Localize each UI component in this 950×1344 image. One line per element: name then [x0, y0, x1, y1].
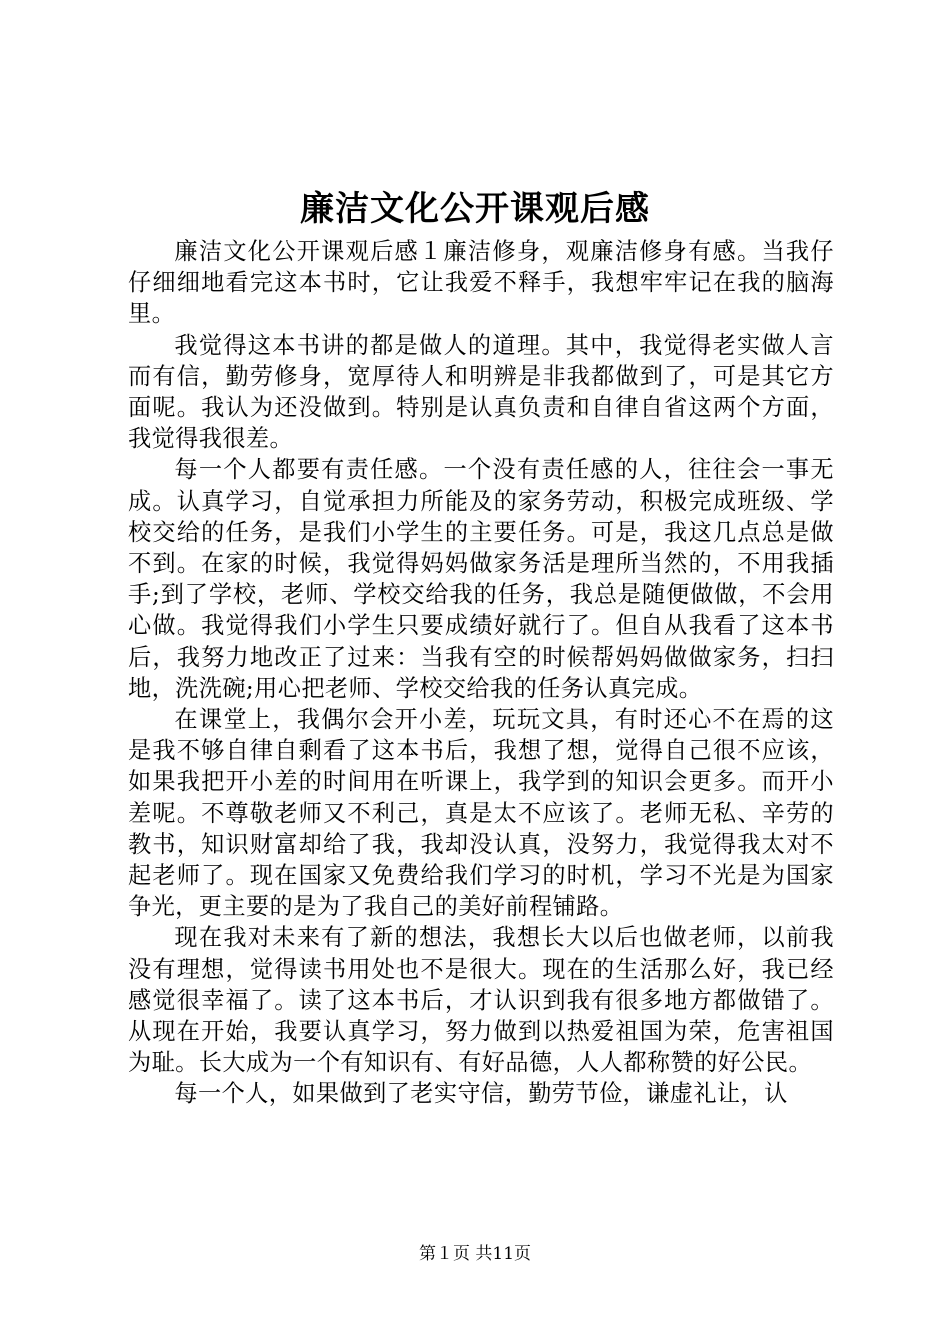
paragraph: 每一个人都要有责任感。一个没有责任感的人，往往会一事无成。认真学习，自觉承担力所能及的家务劳动，积极完成班级、学校交给的任务，是我们小学生的主要任务。可是，我这几点总是做不到。在家的时候，我觉得妈妈做家务活是理所当然的，不用我插手;到了学校，老师、学校交给我的任务，我总是随便做做，不会用心做。我觉得我们小学生只要成绩好就行了。但自从我看了这本书后，我努力地改正了过来：当我有空的时候帮妈妈做做家务，扫扫地，洗洗碗;用心把老师、学校交给我的任务认真完成。	[128, 456, 834, 702]
document-body	[128, 236, 834, 1110]
paragraph: 每一个人，如果做到了老实守信，勤劳节俭，谦虚礼让，认	[174, 1080, 788, 1108]
paragraph: 在课堂上，我偶尔会开小差，玩玩文具，有时还心不在焉的这是我不够自律自剩看了这本书后，我想了想，觉得自己很不应该，如果我把开小差的时间用在听课上，我学到的知识会更多。而开小差呢。不尊敬老师又不利己，真是太不应该了。老师无私、辛劳的教书，知识财富却给了我，我却没认真，没努力，我觉得我太对不起老师了。现在国家又免费给我们学习的时机，学习不光是为国家争光，更主要的是为了我自己的美好前程铺路。	[128, 706, 834, 921]
page-footer: 第１页 共11页	[418, 1244, 532, 1264]
paragraph: 现在我对未来有了新的想法，我想长大以后也做老师，以前我没有理想，觉得读书用处也不是很大。现在的生活那么好，我已经感觉很幸福了。读了这本书后，才认识到我有很多地方都做错了。从现在开始，我要认真学习，努力做到以热爱祖国为荣，危害祖国为耻。长大成为一个有知识有、有好品德，人人都称赞的好公民。	[128, 924, 834, 1077]
page-title: 廉洁文化公开课观后感	[300, 189, 650, 229]
paragraph: 廉洁文化公开课观后感１廉洁修身，观廉洁修身有感。当我仔仔细细地看完这本书时，它让我爱不释手，我想牢牢记在我的脑海里。	[128, 238, 834, 328]
paragraph: 我觉得这本书讲的都是做人的道理。其中，我觉得老实做人言而有信，勤劳修身，宽厚待人和明辨是非我都做到了，可是其它方面呢。我认为还没做到。特别是认真负责和自律自省这两个方面，我觉得我很差。	[128, 331, 834, 453]
